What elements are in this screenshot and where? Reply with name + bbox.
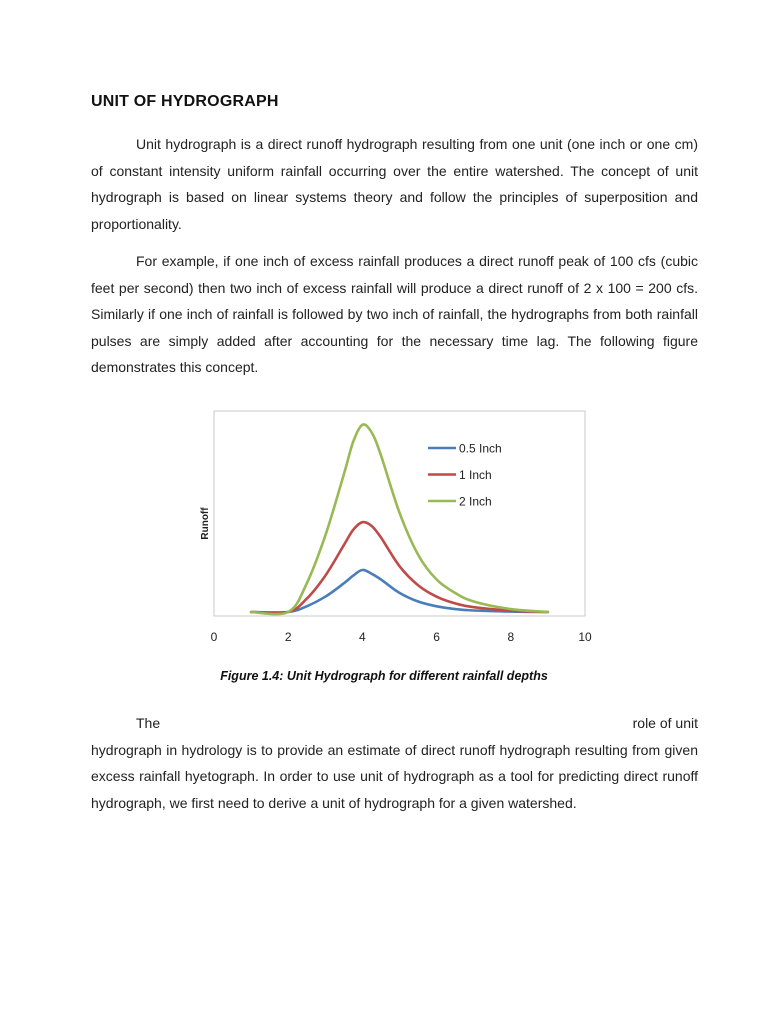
legend-label-3: 2 Inch xyxy=(459,494,492,509)
chart-svg xyxy=(190,405,600,660)
y-axis-label: Runoff xyxy=(200,507,211,540)
paragraph-role-tail: role of unit xyxy=(632,715,698,731)
hydrograph-chart xyxy=(190,405,600,660)
legend-label-1: 0.5 Inch xyxy=(459,441,502,456)
x-tick-label: 2 xyxy=(284,630,292,644)
figure-caption: Figure 1.4: Unit Hydrograph for different rainfall depths xyxy=(220,669,548,683)
paragraph-definition: Unit hydrograph is a direct runoff hydrograph resulting from one unit (one inch or one cm) of constant intensity uniform rainfall occurring over the entire watershed. The concept of unit hydrograph is based on linear systems theory and follow the principles of superposition and proportionality. xyxy=(91,136,698,232)
paragraph-role-first-line xyxy=(91,710,698,737)
paragraph-role-lead: The xyxy=(136,715,161,731)
section-heading: UNIT OF HYDROGRAPH xyxy=(91,93,279,110)
legend-label-2: 1 Inch xyxy=(459,468,492,482)
x-tick-label: 4 xyxy=(359,630,366,644)
x-tick-label: 6 xyxy=(433,630,440,644)
paragraph-role xyxy=(91,710,698,816)
x-tick-label: 8 xyxy=(507,630,515,644)
paragraph-example: For example, if one inch of excess rainfall produces a direct runoff peak of 100 cfs (cubic feet per second) then two inch of excess rainfall will produce a direct runoff of 2 x 100 = 200 cfs. Similarly if one inch of rainfall is followed by two inch of rainfall, the hydrographs from both rainfall pulses are simply added after accounting for the necessary time lag. The following figure demonstrates this concept. xyxy=(91,253,698,375)
paragraph-role-body: hydrograph in hydrology is to provide an estimate of direct runoff hydrograph resulting from given excess rainfall hyetograph. In order to use unit of hydrograph as a tool for predicting direct runoff hydrograph, we first need to derive a unit of hydrograph for a given watershed. xyxy=(91,741,698,811)
x-tick-label: 10 xyxy=(578,630,592,644)
x-tick-label: 0 xyxy=(210,630,218,644)
